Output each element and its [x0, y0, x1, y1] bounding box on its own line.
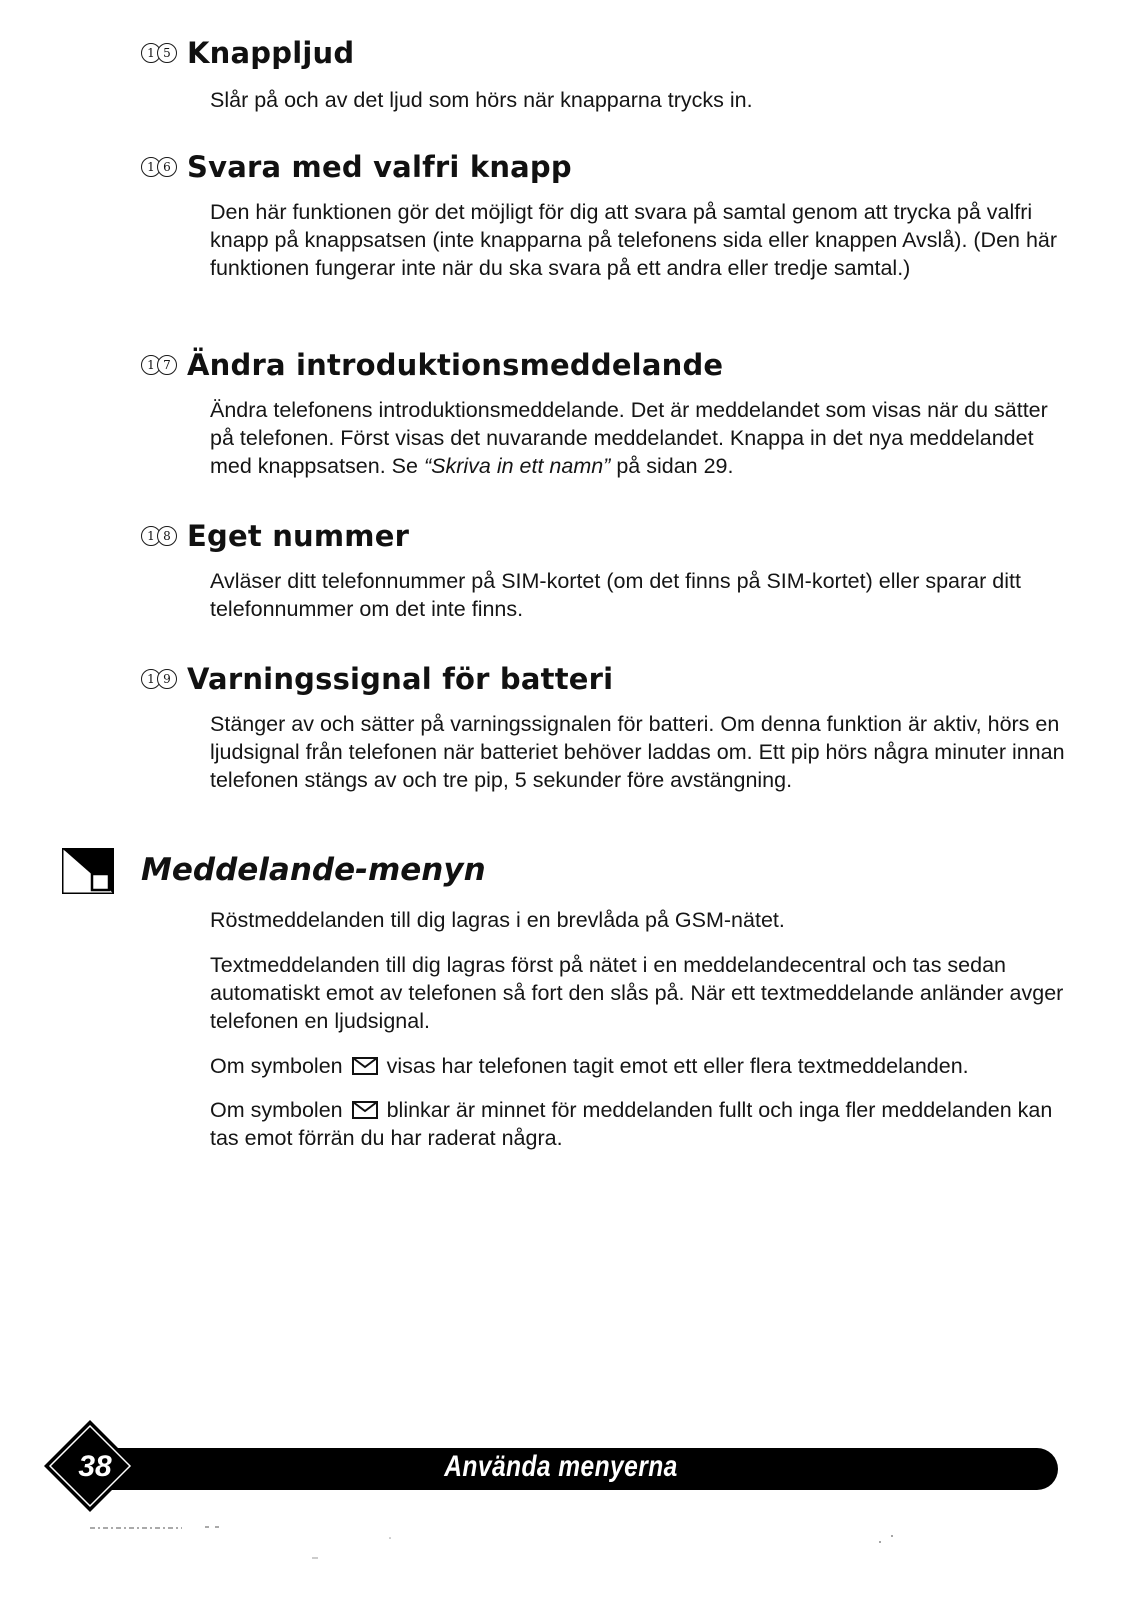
section-title: Eget nummer — [187, 519, 410, 553]
section-heading — [141, 519, 409, 553]
menu-paragraph-1: Röstmeddelanden till dig lagras i en brevlåda på GSM-nätet. — [210, 908, 785, 932]
section-heading — [141, 348, 723, 382]
key-8-icon: 8 — [157, 526, 177, 546]
section-heading — [141, 36, 354, 70]
key-combo-icon — [141, 157, 177, 177]
footer-title: Använda menyerna — [444, 1450, 678, 1483]
key-7-icon: 7 — [157, 355, 177, 375]
envelope-icon — [349, 1100, 381, 1120]
scan-specks — [0, 1500, 1122, 1600]
section-heading — [141, 150, 572, 184]
text-after-symbol: visas har telefonen tagit emot ett eller flera textmeddelanden. — [386, 1054, 969, 1078]
section-text: Slår på och av det ljud som hörs när knapparna trycks in. — [210, 88, 753, 112]
key-1-icon: 1 — [141, 157, 161, 177]
cross-reference: “Skriva in ett namn” — [423, 454, 611, 478]
section-text: Avläser ditt telefonnummer på SIM-kortet (om det finns på SIM-kortet) eller sparar ditt telefonnummer om det inte finns. — [210, 569, 1021, 621]
menu-section-icon — [62, 848, 114, 894]
section-title: Varningssignal för batteri — [187, 662, 614, 696]
section-text: Stänger av och sätter på varningssignalen för batteri. Om denna funktion är aktiv, hörs en ljudsignal från telefonen när batteriet behöver laddas om. Ett pip hörs några minuter innan telefonen stängs av och tre pip, 5 sekunder före avstängning. — [210, 712, 1065, 792]
menu-section-title: Meddelande-menyn — [141, 852, 486, 888]
key-combo-icon — [141, 43, 177, 63]
page-number: 38 — [78, 1450, 112, 1483]
section-title: Ändra introduktionsmeddelande — [187, 348, 724, 382]
section-heading — [141, 662, 613, 696]
key-1-icon: 1 — [141, 526, 161, 546]
text-before-symbol: Om symbolen — [210, 1054, 343, 1078]
text-after-ref: på sidan 29. — [610, 454, 734, 478]
text-after-symbol: blinkar är minnet för meddelanden fullt och inga fler meddelanden kan tas emot förrän du har raderat några. — [210, 1098, 1053, 1150]
section-text: Den här funktionen gör det möjligt för dig att svara på samtal genom att trycka på valfri knapp på knappsatsen (inte knapparna på telefonens sida eller knappen Avslå). (Den här funktionen fungerar inte när du ska svara på ett andra eller tredje samtal.) — [210, 200, 1058, 280]
key-5-icon: 5 — [157, 43, 177, 63]
menu-paragraph-4 — [210, 1096, 1070, 1152]
key-1-icon: 1 — [141, 355, 161, 375]
menu-paragraph-3 — [210, 1052, 1070, 1080]
section-text — [210, 396, 1070, 480]
key-combo-icon — [141, 669, 177, 689]
envelope-icon — [349, 1056, 381, 1076]
section-title: Svara med valfri knapp — [187, 150, 572, 184]
text-before-symbol: Om symbolen — [210, 1098, 343, 1122]
key-combo-icon — [141, 355, 177, 375]
key-1-icon: 1 — [141, 669, 161, 689]
section-title: Knappljud — [187, 36, 355, 70]
key-1-icon: 1 — [141, 43, 161, 63]
menu-paragraph-2: Textmeddelanden till dig lagras först på nätet i en meddelandecentral och tas sedan automatiskt emot av telefonen så fort den slås på. När ett textmeddelande anländer avger telefonen en ljudsignal. — [210, 953, 1064, 1033]
key-9-icon: 9 — [157, 669, 177, 689]
key-combo-icon — [141, 526, 177, 546]
key-6-icon: 6 — [157, 157, 177, 177]
text-before-ref: Ändra telefonens introduktionsmeddelande. Det är meddelandet som visas när du sätter på telefonen. Först visas det nuvarande meddelandet. Knappa in det nya meddelandet med knappsatsen. Se — [210, 398, 1048, 478]
